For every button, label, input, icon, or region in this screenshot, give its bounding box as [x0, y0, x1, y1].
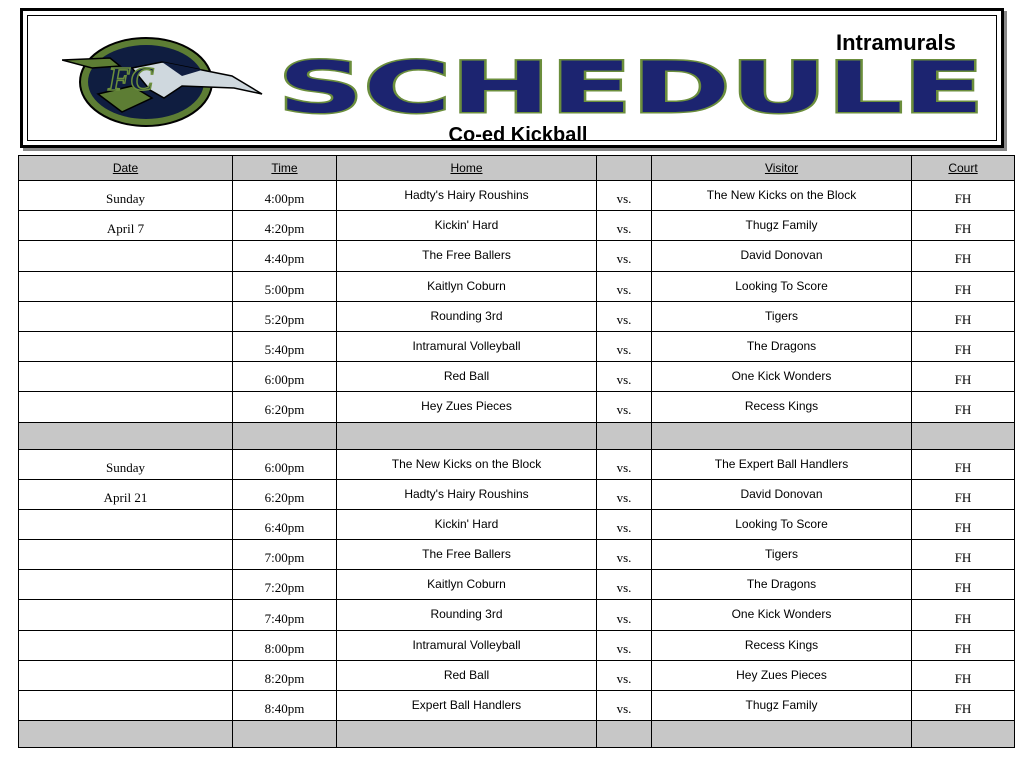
- vs-cell: vs.: [597, 630, 652, 660]
- vs-cell: vs.: [597, 331, 652, 361]
- table-row: [19, 362, 1015, 392]
- date-cell: [19, 362, 233, 392]
- vs-cell: vs.: [597, 362, 652, 392]
- court-cell: FH: [912, 211, 1015, 241]
- hawk-logo-icon: [62, 32, 272, 132]
- table-row: [19, 600, 1015, 630]
- time-cell: 6:00pm: [233, 449, 337, 479]
- separator-cell: [652, 721, 912, 748]
- banner-inner-frame: [27, 15, 997, 146]
- visitor-team-cell: David Donovan: [652, 241, 912, 271]
- visitor-team-cell: Looking To Score: [652, 271, 912, 301]
- home-team-cell: Intramural Volleyball: [337, 630, 597, 660]
- visitor-team-cell: Recess Kings: [652, 630, 912, 660]
- separator-cell: [19, 422, 233, 449]
- time-cell: 6:20pm: [233, 479, 337, 509]
- time-cell: 5:00pm: [233, 271, 337, 301]
- visitor-team-cell: Tigers: [652, 540, 912, 570]
- court-cell: FH: [912, 331, 1015, 361]
- table-row: [19, 181, 1015, 211]
- date-cell: [19, 691, 233, 721]
- date-cell: [19, 271, 233, 301]
- date-cell: [19, 509, 233, 539]
- time-cell: 4:00pm: [233, 181, 337, 211]
- table-row: [19, 331, 1015, 361]
- table-row: [19, 241, 1015, 271]
- date-cell: [19, 241, 233, 271]
- court-cell: FH: [912, 362, 1015, 392]
- date-cell: April 21: [19, 479, 233, 509]
- col-header-visitor: Visitor: [652, 156, 912, 181]
- col-header-vs: [597, 156, 652, 181]
- date-cell: April 7: [19, 211, 233, 241]
- table-row: [19, 509, 1015, 539]
- schedule-body: [19, 181, 1015, 748]
- court-cell: FH: [912, 181, 1015, 211]
- time-cell: 8:20pm: [233, 660, 337, 690]
- court-cell: FH: [912, 241, 1015, 271]
- home-team-cell: Kickin' Hard: [337, 509, 597, 539]
- date-cell: [19, 600, 233, 630]
- vs-cell: vs.: [597, 301, 652, 331]
- table-row: [19, 691, 1015, 721]
- court-cell: FH: [912, 479, 1015, 509]
- court-cell: FH: [912, 630, 1015, 660]
- court-cell: FH: [912, 392, 1015, 422]
- vs-cell: vs.: [597, 271, 652, 301]
- home-team-cell: Hadty's Hairy Roushins: [337, 479, 597, 509]
- time-cell: 5:20pm: [233, 301, 337, 331]
- separator-cell: [597, 721, 652, 748]
- separator-cell: [912, 422, 1015, 449]
- visitor-team-cell: Looking To Score: [652, 509, 912, 539]
- visitor-team-cell: Hey Zues Pieces: [652, 660, 912, 690]
- home-team-cell: Red Ball: [337, 660, 597, 690]
- vs-cell: vs.: [597, 392, 652, 422]
- time-cell: 7:20pm: [233, 570, 337, 600]
- home-team-cell: Red Ball: [337, 362, 597, 392]
- visitor-team-cell: One Kick Wonders: [652, 362, 912, 392]
- separator-cell: [337, 422, 597, 449]
- court-cell: FH: [912, 509, 1015, 539]
- col-header-time: Time: [233, 156, 337, 181]
- separator-cell: [233, 422, 337, 449]
- vs-cell: vs.: [597, 691, 652, 721]
- col-header-court: Court: [912, 156, 1015, 181]
- time-cell: 6:20pm: [233, 392, 337, 422]
- table-row: [19, 449, 1015, 479]
- date-cell: [19, 660, 233, 690]
- home-team-cell: The Free Ballers: [337, 241, 597, 271]
- court-cell: FH: [912, 660, 1015, 690]
- time-cell: 8:00pm: [233, 630, 337, 660]
- home-team-cell: The New Kicks on the Block: [337, 449, 597, 479]
- court-cell: FH: [912, 691, 1015, 721]
- org-label: Intramurals: [836, 30, 956, 55]
- table-row: [19, 271, 1015, 301]
- visitor-team-cell: Tigers: [652, 301, 912, 331]
- vs-cell: vs.: [597, 660, 652, 690]
- separator-cell: [337, 721, 597, 748]
- time-cell: 7:40pm: [233, 600, 337, 630]
- court-cell: FH: [912, 540, 1015, 570]
- separator-row: [19, 422, 1015, 449]
- header-banner: [20, 8, 1004, 148]
- vs-cell: vs.: [597, 181, 652, 211]
- time-cell: 8:40pm: [233, 691, 337, 721]
- separator-cell: [652, 422, 912, 449]
- date-cell: [19, 301, 233, 331]
- visitor-team-cell: David Donovan: [652, 479, 912, 509]
- court-cell: FH: [912, 600, 1015, 630]
- court-cell: FH: [912, 449, 1015, 479]
- time-cell: 4:40pm: [233, 241, 337, 271]
- date-cell: [19, 392, 233, 422]
- table-row: [19, 540, 1015, 570]
- col-header-date: Date: [19, 156, 233, 181]
- date-cell: [19, 630, 233, 660]
- date-cell: Sunday: [19, 181, 233, 211]
- table-header-row: [19, 156, 1015, 181]
- time-cell: 6:00pm: [233, 362, 337, 392]
- vs-cell: vs.: [597, 479, 652, 509]
- date-cell: [19, 331, 233, 361]
- table-row: [19, 570, 1015, 600]
- col-header-home: Home: [337, 156, 597, 181]
- schedule-title-graphic: [274, 50, 988, 120]
- court-cell: FH: [912, 301, 1015, 331]
- home-team-cell: Rounding 3rd: [337, 301, 597, 331]
- visitor-team-cell: The New Kicks on the Block: [652, 181, 912, 211]
- vs-cell: vs.: [597, 540, 652, 570]
- table-row: [19, 211, 1015, 241]
- table-row: [19, 660, 1015, 690]
- court-cell: FH: [912, 570, 1015, 600]
- time-cell: 7:00pm: [233, 540, 337, 570]
- court-cell: FH: [912, 271, 1015, 301]
- visitor-team-cell: The Dragons: [652, 331, 912, 361]
- vs-cell: vs.: [597, 600, 652, 630]
- home-team-cell: Hadty's Hairy Roushins: [337, 181, 597, 211]
- home-team-cell: Hey Zues Pieces: [337, 392, 597, 422]
- home-team-cell: Rounding 3rd: [337, 600, 597, 630]
- separator-row: [19, 721, 1015, 748]
- page-title: SCHEDULE: [278, 50, 984, 120]
- vs-cell: vs.: [597, 570, 652, 600]
- date-cell: [19, 570, 233, 600]
- home-team-cell: Kickin' Hard: [337, 211, 597, 241]
- date-cell: Sunday: [19, 449, 233, 479]
- logo-letters: FC: [108, 61, 154, 98]
- date-cell: [19, 540, 233, 570]
- time-cell: 5:40pm: [233, 331, 337, 361]
- home-team-cell: The Free Ballers: [337, 540, 597, 570]
- table-row: [19, 392, 1015, 422]
- home-team-cell: Kaitlyn Coburn: [337, 271, 597, 301]
- separator-cell: [597, 422, 652, 449]
- vs-cell: vs.: [597, 211, 652, 241]
- visitor-team-cell: Thugz Family: [652, 691, 912, 721]
- home-team-cell: Intramural Volleyball: [337, 331, 597, 361]
- table-row: [19, 630, 1015, 660]
- table-row: [19, 301, 1015, 331]
- time-cell: 6:40pm: [233, 509, 337, 539]
- page-subtitle: Co-ed Kickball: [448, 124, 588, 146]
- visitor-team-cell: The Dragons: [652, 570, 912, 600]
- vs-cell: vs.: [597, 509, 652, 539]
- visitor-team-cell: One Kick Wonders: [652, 600, 912, 630]
- home-team-cell: Kaitlyn Coburn: [337, 570, 597, 600]
- table-row: [19, 479, 1015, 509]
- separator-cell: [233, 721, 337, 748]
- separator-cell: [912, 721, 1015, 748]
- separator-cell: [19, 721, 233, 748]
- time-cell: 4:20pm: [233, 211, 337, 241]
- home-team-cell: Expert Ball Handlers: [337, 691, 597, 721]
- visitor-team-cell: Thugz Family: [652, 211, 912, 241]
- visitor-team-cell: The Expert Ball Handlers: [652, 449, 912, 479]
- vs-cell: vs.: [597, 241, 652, 271]
- schedule-table: [18, 155, 1015, 748]
- vs-cell: vs.: [597, 449, 652, 479]
- visitor-team-cell: Recess Kings: [652, 392, 912, 422]
